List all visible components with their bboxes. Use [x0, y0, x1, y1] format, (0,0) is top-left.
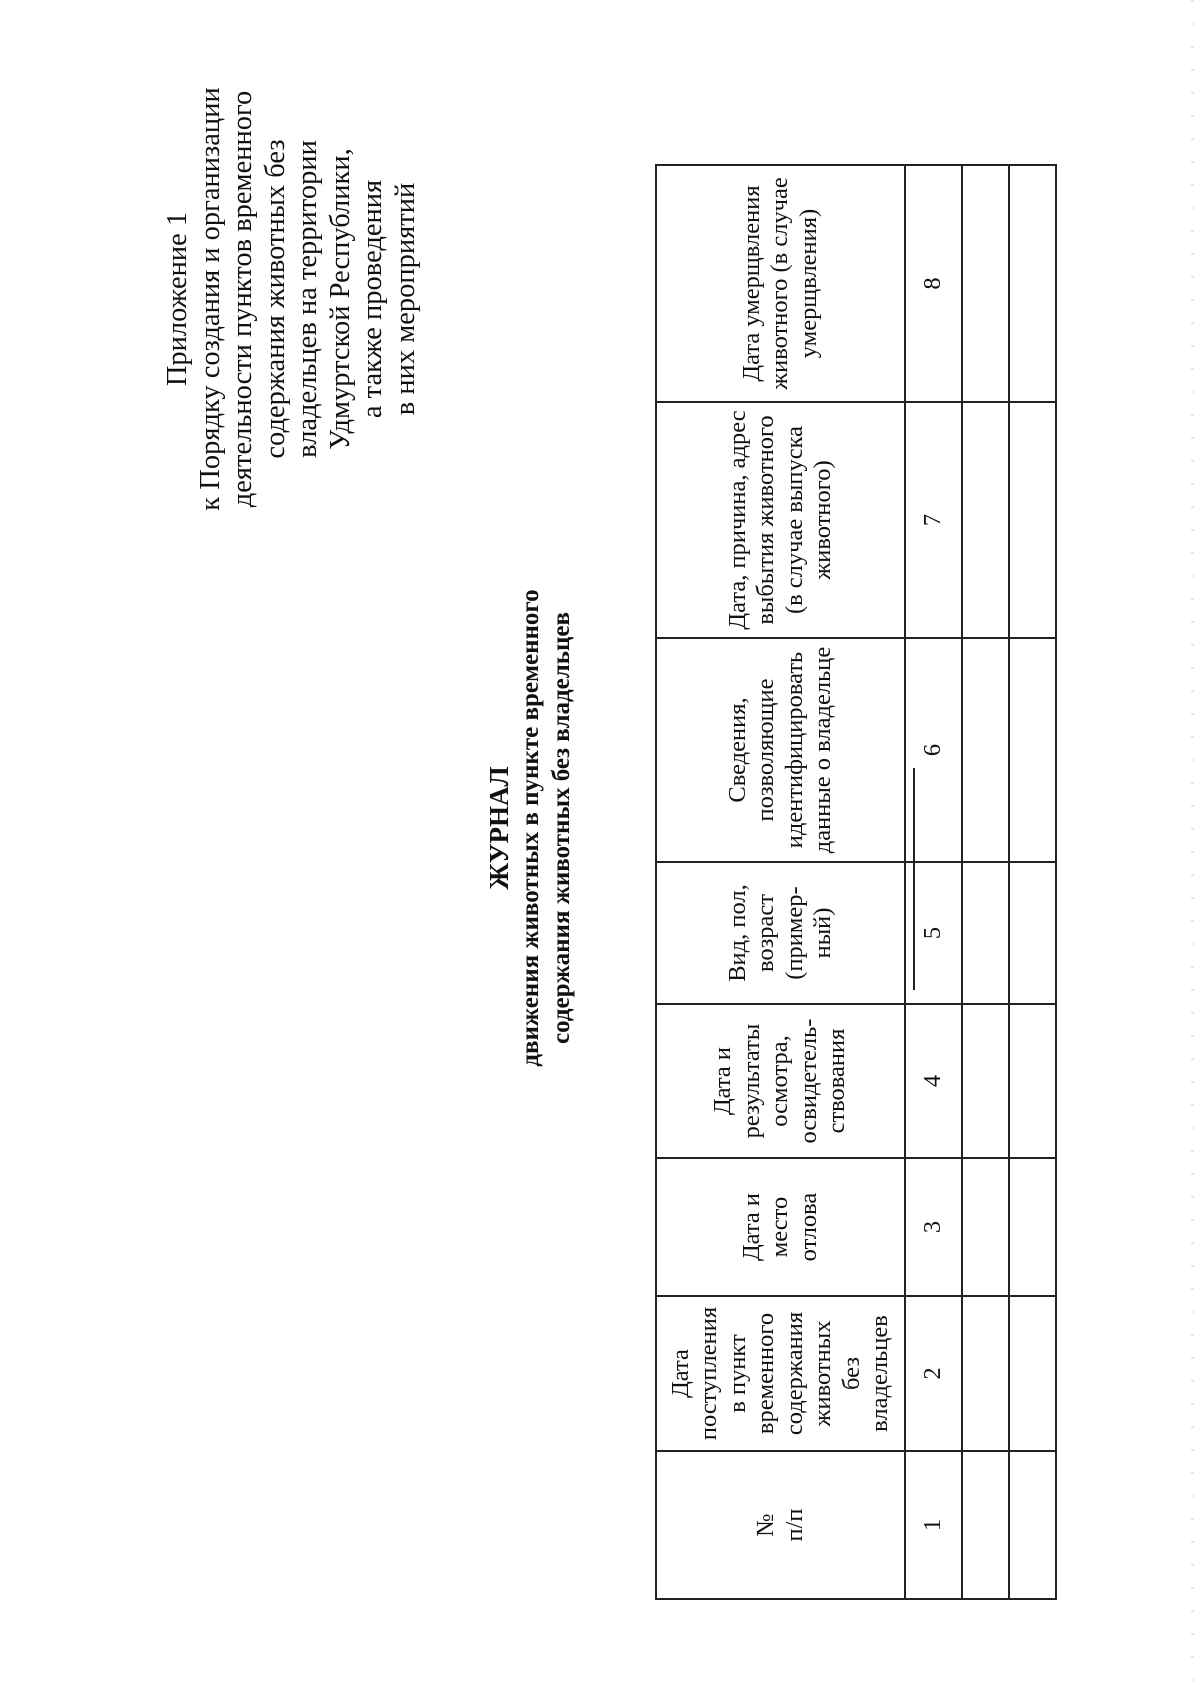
journal-title: ЖУРНАЛ [484, 766, 514, 890]
empty-cell [962, 638, 1009, 862]
appendix-line: владельцев на территории [292, 140, 323, 458]
column-number: 3 [905, 1158, 962, 1296]
column-number: 8 [905, 165, 962, 402]
empty-cell [1009, 165, 1056, 402]
journal-table [655, 164, 1057, 1600]
appendix-line: к Порядку создания и организации [194, 87, 226, 511]
header-cell-4: Дата и результаты осмотра, освидетель- ствования [656, 1004, 905, 1158]
empty-cell [1009, 1296, 1056, 1451]
appendix-line: содержания животных без [259, 139, 291, 459]
column-number: 2 [905, 1296, 962, 1451]
table-row [1009, 165, 1056, 1599]
appendix-block [162, 84, 422, 514]
empty-cell [962, 1004, 1009, 1158]
empty-cell [962, 165, 1009, 402]
header-cell-7: Дата, причина, адрес выбытия животного (в случае выпуска животного) [656, 402, 905, 638]
column-number: 7 [905, 402, 962, 638]
empty-cell [1009, 1004, 1056, 1158]
column-number: 4 [905, 1004, 962, 1158]
empty-cell [1009, 402, 1056, 638]
appendix-line: а также проведения [357, 179, 388, 419]
empty-cell [962, 402, 1009, 638]
column-number: 5 [905, 862, 962, 1004]
empty-cell [1009, 862, 1056, 1004]
empty-cell [962, 862, 1009, 1004]
table-row [962, 165, 1009, 1599]
header-cell-3: Дата и место отлова [656, 1158, 905, 1296]
appendix-line: в них мероприятий [389, 182, 421, 416]
header-row [656, 165, 905, 1599]
appendix-line: деятельности пунктов временного [227, 90, 258, 508]
column-number: 1 [905, 1451, 962, 1599]
column-number: 6 [905, 638, 962, 862]
header-cell-1: № п/п [656, 1451, 905, 1599]
appendix-line: Приложение 1 [162, 211, 193, 387]
journal-subtitle-line: движения животных в пункте временного [517, 589, 544, 1067]
journal-heading [484, 548, 577, 1108]
empty-cell [1009, 1451, 1056, 1599]
column-number-row [905, 165, 962, 1599]
appendix-line: Удмуртской Республики, [324, 148, 356, 450]
empty-cell [962, 1451, 1009, 1599]
journal-subtitle-line: содержания животных без владельцев [548, 612, 575, 1044]
empty-cell [1009, 1158, 1056, 1296]
empty-cell [962, 1158, 1009, 1296]
header-cell-2: Дата поступления в пункт временного содержания животных без владельцев [656, 1296, 905, 1451]
header-cell-6: Сведения, позволяющие идентифицировать данные о владельце [656, 638, 905, 862]
empty-cell [1009, 638, 1056, 862]
header-cell-5: Вид, пол, возраст (пример- ный) [656, 862, 905, 1004]
empty-cell [962, 1296, 1009, 1451]
header-cell-8: Дата умерщвления животного (в случае умерщвления) [656, 165, 905, 402]
